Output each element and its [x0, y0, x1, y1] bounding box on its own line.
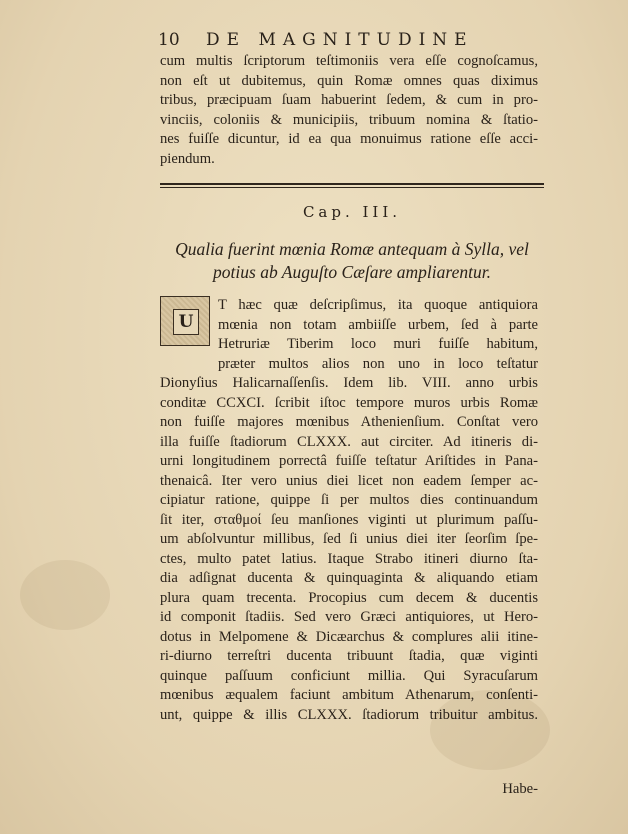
text-line: um abſolvuntur millibus, ſed ſi unius diei iter ſeorſim ſpe- [160, 531, 538, 547]
text-line: thenaicâ. Iter vero unius diei licet non eadem ſemper ac- [160, 472, 538, 489]
text-line: ſit iter, σταθμοί ſeu manſiones viginti ut plurimum paſſu- [160, 511, 538, 528]
text-line: ri-diurno terreſtri ducenta tribuunt ſtadia, quæ viginti [160, 648, 538, 664]
top-paragraph [160, 52, 538, 169]
text-line: id componit ſtadiis. Sed vero Græci antiquiores, ut Hero- [160, 609, 538, 625]
text-line: urni longitudinem porrectâ fuiſſe teſtatur Ariſtides in Pana- [160, 453, 538, 469]
main-paragraph [160, 296, 538, 725]
text-line: vinciis, coloniis & municipiis, tribuum nomina & ſtatio- [160, 111, 538, 128]
text-line: plura quam trecenta. Procopius cum decem & ducentis [160, 589, 538, 606]
chapter-title [160, 238, 544, 284]
text-line: nes fuiſſe dicuntur, id ea qua monuimus ratione eſſe acci- [160, 131, 538, 147]
catchword: Habe- [502, 781, 538, 797]
text-line: mœnibus æqualem faciunt ambitum Athenarum, conſenti- [160, 687, 538, 703]
page-number: 10 [158, 30, 180, 50]
running-header [158, 30, 548, 50]
chapter-heading: Cap. III. [302, 203, 402, 221]
text-line: illa fuiſſe ſtadiorum CLXXX. aut circiter. Ad itineris di- [160, 433, 538, 450]
text-line: unt, quippe & illis CLXXX. ſtadiorum tribuitur ambitus. [160, 706, 538, 723]
text-line: dotus in Melpomene & Dicæarchus & complures alii itine- [160, 628, 538, 645]
text-line: non fuiſſe majores mœnibus Athenienſium. Conſtat vero [160, 414, 538, 430]
text-line: quinque paſſuum conficiunt millia. Qui Syracuſarum [160, 667, 538, 684]
chapter-title-line: potius ab Auguſto Cæſare ampliarentur. [213, 262, 491, 282]
text-line: dia adſignat ducenta & quinquaginta & aliquando etiam [160, 570, 538, 586]
text-line: Dionyſius Halicarnaſſenſis. Idem lib. VIII. anno urbis [160, 375, 538, 391]
text-line: non eſt ut dubitemus, quin Romæ omnes quas diximus [160, 72, 538, 89]
section-divider [160, 183, 544, 188]
text-line: cum multis ſcriptorum teſtimoniis vera eſſe cognoſcamus, [160, 53, 538, 69]
text-line: Hetruriæ Tiberim loco muri fuiſſe habitum, [218, 336, 538, 352]
initial-letter: U [173, 309, 199, 335]
text-line: piendum. [160, 150, 215, 167]
text-line: T hæc quæ deſcripſimus, ita quoque antiquiora [218, 297, 538, 313]
text-line: mœnia non totam ambiiſſe urbem, ſed à parte [218, 316, 538, 333]
text-line: ctes, multo patet latius. Itaque Strabo itineri diurno ſta- [160, 550, 538, 567]
text-line: præter multos alios non uno in loco teſtatur [218, 355, 538, 372]
text-line: tribus, præcipuam ſuam habuerint ſedem, & cum in pro- [160, 92, 538, 108]
running-title: DE MAGNITUDINE [206, 30, 474, 50]
chapter-title-line: Qualia fuerint mœnia Romæ antequam à Sylla, vel [175, 239, 529, 259]
text-line: conditæ CCXCI. ſcribit iſtoc tempore muros urbis Romæ [160, 394, 538, 411]
paper-stain [20, 560, 110, 630]
text-line: cipiatur ratione, quippe ſi per multos dies continuandum [160, 492, 538, 508]
